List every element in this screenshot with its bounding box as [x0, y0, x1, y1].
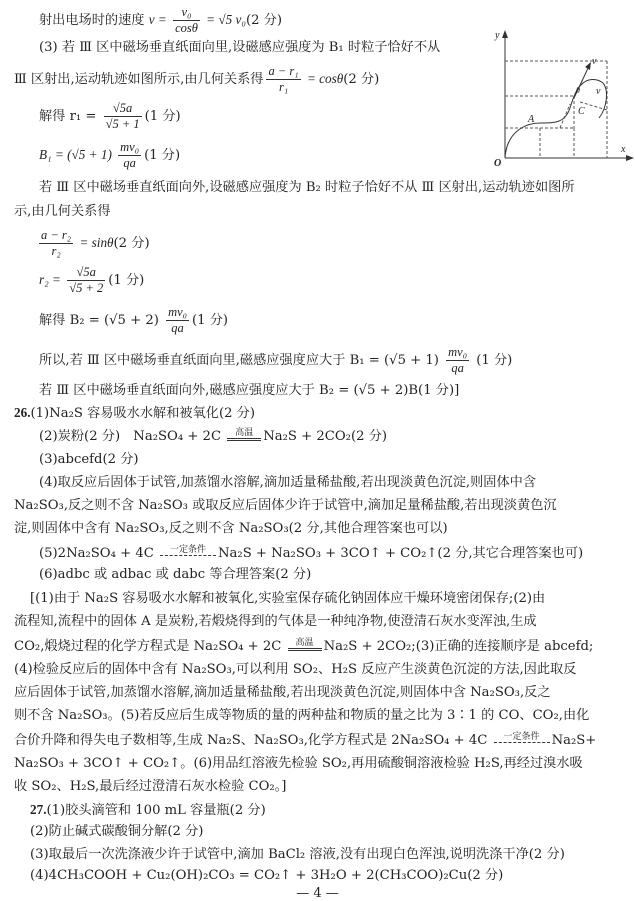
denominator: qa: [123, 156, 136, 170]
theta-label: θ: [576, 86, 580, 95]
origin-label: O: [494, 158, 502, 169]
q26-explanation-9: 收 SO₂、H₂S,最后经过澄清石灰水检验 CO₂。]: [14, 779, 287, 794]
reaction-condition: [494, 732, 550, 750]
score: (2 分): [343, 72, 380, 87]
score: (2 分): [113, 236, 150, 251]
page-number: — 4 —: [296, 886, 339, 901]
text: Na₂S + 2CO₂;(3)正确的连接顺序是 abcefd;: [323, 639, 594, 654]
score: (1 分): [192, 313, 229, 328]
fraction: [173, 5, 200, 36]
score: (1 分): [472, 353, 513, 368]
question-number: 26.: [14, 405, 31, 420]
numerator: mv₀: [120, 140, 140, 154]
q26-part4-line1: (4)取反应后固体于试管,加蒸馏水溶解,滴加适量稀盐酸,若出现淡黄色沉淀,则固体中含: [39, 475, 537, 490]
denominator: cosθ: [175, 21, 198, 35]
q26-explanation-3: [14, 638, 593, 656]
condition-label: 高温: [235, 428, 254, 438]
numerator: √5a: [67, 265, 105, 281]
text: r₂ =: [39, 272, 65, 287]
q25-r2-solution: [39, 265, 144, 296]
numerator: v₀: [173, 5, 200, 21]
q27-part2: (2)防止碱式碳酸铜分解(2 分): [30, 824, 204, 839]
fraction: [67, 265, 105, 296]
denominator: qa: [171, 321, 184, 335]
q26-explanation-1: [(1)由于 Na₂S 容易吸水水解和被氧化,实验室保存硫化钠固体应干燥环境密闭保存;(2)由: [30, 591, 546, 606]
velocity-label: v: [592, 56, 597, 67]
q25-geometry-line: [14, 64, 379, 95]
point-a-label: A: [528, 114, 535, 125]
equals-bar: [227, 438, 261, 441]
numerator: a − r₁: [268, 64, 299, 78]
q26-part4-line2: Na₂SO₃,反之则不含 Na₂SO₃ 或取反应后固体少许于试管中,滴加足量稀盐酸,若出现淡黄色沉: [14, 498, 557, 513]
q26-part3: (3)abcefd(2 分): [39, 452, 139, 467]
q25-part3-intro: (3) 若 Ⅲ 区中磁场垂直纸面向里,设磁感应强度为 B₁ 时粒子恰好不从: [39, 40, 441, 55]
answer-text: (1)Na₂S 容易吸水水解和被氧化(2 分): [30, 406, 256, 421]
q26-part6: (6)adbc 或 adbac 或 dabc 等合理答案(2 分): [39, 567, 312, 582]
x-label: x: [621, 144, 626, 155]
denominator: √5 + 2: [69, 281, 104, 295]
formula-rhs: = sinθ: [76, 235, 114, 250]
q25-velocity-line: [39, 5, 282, 36]
text: 所以,若 Ⅲ 区中磁场垂直纸面向里,磁感应强度应大于 B₁ = (√5 + 1): [39, 353, 444, 368]
q27-part3: (3)取最后一次洗涤液少许于试管中,滴加 BaCl₂ 溶液,没有出现白色浑浊,说明洗涤干净(2 分): [30, 847, 565, 862]
formula-rhs: = cosθ: [303, 71, 344, 86]
numerator: a − r₂: [41, 228, 72, 242]
text: 解得 B₂ = (√5 + 2): [39, 313, 164, 328]
answer-text: (1)胶头滴管和 100 mL 容量瓶(2 分): [46, 803, 266, 818]
q26-part1: [14, 404, 255, 423]
q27-part1: [30, 801, 266, 820]
fraction: [266, 64, 300, 95]
score: (2 分): [245, 13, 282, 28]
text: 合价升降和得失电子数相等,生成 Na₂S、Na₂SO₃,化学方程式是 2Na₂SO₄ + 4C: [14, 733, 492, 748]
dashed-bar: [160, 555, 216, 557]
text: (5)2Na₂SO₄ + 4C: [39, 546, 158, 561]
condition-label: 一定条件: [169, 545, 206, 555]
q25-sin-eq: [39, 228, 150, 259]
q27-part4: (4)4CH₃COOH + Cu₂(OH)₂CO₃ = CO₂↑ + 3H₂O + 2(CH₃COO)₂Cu(2 分): [30, 868, 504, 883]
trajectory-diagram: [485, 28, 635, 173]
fraction: [118, 140, 141, 171]
score: (1 分): [144, 148, 181, 163]
reaction-condition: [288, 638, 322, 656]
denominator: r₂: [51, 244, 61, 258]
text: 解得 r₁ =: [39, 109, 101, 124]
numerator: mv₀: [448, 345, 468, 359]
q25-b1-solution: [39, 140, 180, 171]
q26-explanation-7: [14, 732, 596, 750]
fraction: [39, 228, 73, 259]
q25-b2-solution: [39, 305, 228, 336]
q26-part4-line3: 淀,则固体中含有 Na₂SO₃,反之则不含 Na₂SO₃(2 分,其他合理答案也可以): [14, 521, 448, 536]
score: (1 分): [108, 273, 145, 288]
fraction: [446, 345, 469, 376]
y-label: y: [495, 30, 500, 41]
q25-outward-field-line: 若 Ⅲ 区中磁场垂直纸面向外,设磁感应强度为 B₂ 时粒子恰好不从 Ⅲ 区射出,运动轨迹如图所: [39, 180, 575, 195]
denominator: √5 + 1: [105, 117, 140, 131]
q26-part2: [39, 428, 387, 446]
fraction: [104, 101, 142, 132]
text: Ⅲ 区射出,运动轨迹如图所示,由几何关系得: [14, 72, 264, 87]
text: Na₂S + 2CO₂(2 分): [263, 429, 388, 444]
condition-label: 一定条件: [503, 732, 540, 742]
numerator: mv₀: [168, 305, 187, 319]
point-c-label: C: [578, 106, 585, 117]
q26-explanation-5: 应后固体于试管,加蒸馏水溶解,滴加适量稀盐酸,若出现淡黄色沉淀,则固体中含 Na₂SO₃,反之: [14, 685, 551, 700]
reaction-condition: [227, 428, 261, 446]
text: Na₂S + Na₂SO₃ + 3CO↑ + CO₂↑(2 分,其它合理答案也可): [218, 546, 584, 561]
y-axis-arrow-icon: [502, 30, 508, 38]
equals-bar: [288, 648, 322, 651]
text: Na₂S+: [551, 733, 597, 748]
q26-explanation-2: 流程知,流程中的固体 A 是炭粉,若煅烧得到的气体是一种纯净物,使澄清石灰水变浑浊,生成: [14, 614, 537, 629]
q25-r1-solution: [39, 101, 181, 132]
x-axis-arrow-icon: [626, 155, 634, 161]
reaction-condition: [160, 545, 216, 563]
trajectory-curve: [505, 79, 606, 158]
denominator: qa: [451, 361, 464, 375]
score: (1 分): [144, 109, 181, 124]
fraction: [166, 305, 189, 336]
q26-explanation-8: Na₂SO₃ + 3CO↑ + CO₂↑。(6)用品红溶液先检验 SO₂,再用硫酸铜溶液检验 H₂S,再经过溴水吸: [14, 756, 583, 771]
numerator: √5a: [104, 101, 142, 117]
condition-label: 高温: [295, 638, 314, 648]
text: CO₂,煅烧过程的化学方程式是 Na₂SO₄ + 2C: [14, 639, 286, 654]
text: B₁ = (√5 + 1): [39, 147, 116, 162]
q25-conclusion-inward: [39, 345, 512, 376]
text: 射出电场时的速度: [39, 13, 149, 28]
text: (2)炭粉(2 分) Na₂SO₄ + 2C: [39, 429, 226, 444]
q26-explanation-4: (4)检验反应后的固体中含有 Na₂SO₃,可以利用 SO₂、H₂S 反应产生淡黄色沉淀的方法,因此取反: [14, 662, 577, 677]
velocity-label-2: v: [596, 86, 601, 97]
q26-part5: [39, 545, 583, 563]
dashed-bar: [494, 742, 550, 744]
q25-conclusion-outward: 若 Ⅲ 区中磁场垂直纸面向外,磁感应强度应大于 B₂ = (√5 + 2)B(1 分)]: [39, 383, 460, 398]
q26-explanation-6: 则不含 Na₂SO₃。(5)若反应后生成等物质的量的两种盐和物质的量之比为 3∶1 的 CO、CO₂,由化: [14, 708, 590, 723]
question-number: 27.: [30, 802, 47, 817]
q25-geometry-line2: 示,由几何关系得: [14, 204, 111, 219]
formula-rhs: = √5 v₀: [202, 12, 246, 27]
formula-lhs: v =: [148, 12, 171, 27]
denominator: r₁: [278, 80, 289, 94]
